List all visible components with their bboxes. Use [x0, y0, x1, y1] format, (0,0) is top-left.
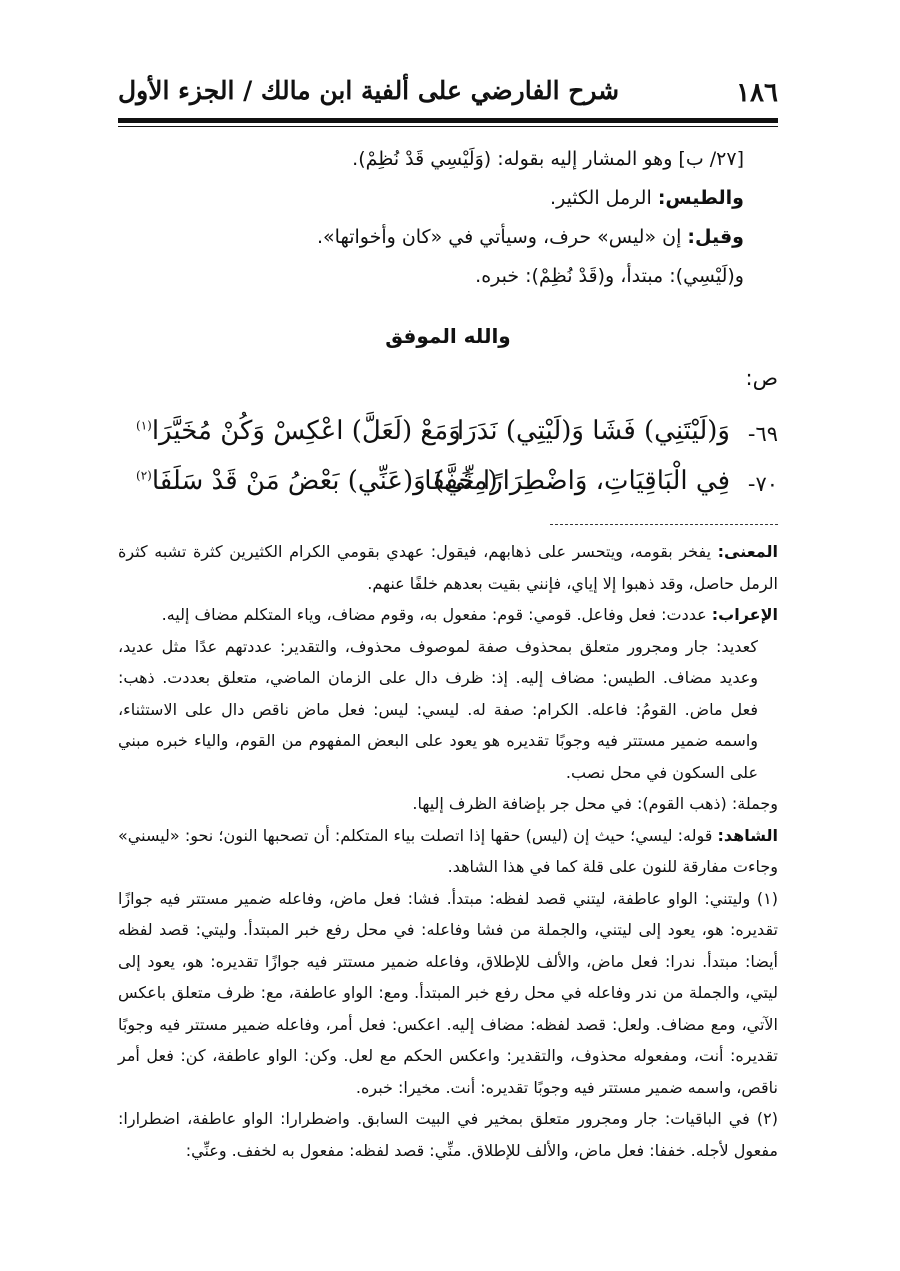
verse-first-hemistich: وَ(لَيْتَنِي) فَشَا وَ(لَيْتِي) نَدَرَا	[456, 416, 730, 446]
footnote-text: وليتني: الواو عاطفة، ليتني قصد لفظه: مبتدأ. فشا: فعل ماض، وفاعله ضمير مستتر فيه جوازًا تقديره: هو، يعود إلى ليتني، والجملة من فشا وفاعله: في محل رفع خبر المبتدأ. وليتي: قصد لفظه أيضا: مبتدأ. ندرا: فعل ماض، والألف للإطلاق، وفاعله ضمير مستتر فيه جوازًا تقديره: هو، يعود إلى ليتي، والجملة من ندر وفاعله في محل رفع خبر المبتدأ. ومع: الواو عاطفة، مع: ظرف متعلق باعكس الآتي، ومع مضاف. ولعل: قصد لفظه: مضاف إليه. اعكس: فعل أمر، وفاعله ضمير مستتر فيه وجوبًا تقديره: أنت، ومفعوله محذوف، والتقدير: واعكس الحكم مع لعل. وكن: الواو عاطفة، كن: فعل أمر ناقص، واسمه ضمير مستتر فيه وجوبًا تقديره: أنت. مخيرا: خبره.	[118, 888, 778, 1097]
header-rule-thin	[118, 126, 778, 127]
term-label: والطيس:	[657, 187, 744, 209]
footnote-marker: (١)	[136, 418, 152, 433]
note-paragraph: كعديد: جار ومجرور متعلق بمحذوف صفة لموصوف محذوف، والتقدير: عددتهم عدًا مثل عديد، وعديد مضاف. الطيس: مضاف إليه. إذ: ظرف دال على الزمان الماضي، متعلق بعددت. ذهب: فعل ماض. القومُ: فاعله. الكرام: صفة له. ليسي: ليس: فعل ماض ناقص دال على الاستثناء، واسمه ضمير مستتر فيه وجوبًا تقديره هو يعود على البعض المفهوم من القوم، والياء خبره مبني على السكون في محل نصب.	[118, 636, 758, 782]
note-label: الشاهد:	[717, 825, 779, 845]
verse-line	[118, 466, 778, 512]
footnote-number: (٢)	[756, 1109, 778, 1128]
text-line	[118, 179, 778, 218]
term-text: الرمل الكثير.	[550, 187, 652, 209]
note-text: يفخر بقومه، ويتحسر على ذهابهم، فيقول: عهدي بقومي الكرام الكثيرين كثرة تشبه كثرة الرمل حاصل، وقد ذهبوا إلا إياي، فإنني بقيت بعدهم خلفًا عنهم.	[118, 542, 778, 593]
note-paragraph	[118, 599, 778, 631]
footnote-marker: (٢)	[136, 468, 152, 483]
text-line	[118, 218, 778, 257]
note-text: قوله: ليسي؛ حيث إن (ليس) حقها إذا اتصلت بياء المتكلم: أن تصحبها النون؛ نحو: «ليسني» وجاءت مفارقة للنون على قلة كما في هذا الشاهد.	[118, 825, 778, 876]
verse-second-hemistich	[136, 466, 498, 496]
main-text	[118, 140, 778, 296]
note-label: الإعراب:	[711, 605, 778, 624]
hemistich-text: وَمَعْ (لَعَلَّ) اعْكِسْ وَكُنْ مُخَيَّرَا	[151, 416, 461, 446]
page-number: ١٨٦	[736, 78, 778, 108]
page-header	[118, 70, 778, 112]
term-text: إن «ليس» حرف، وسيأتي في «كان وأخواتها».	[316, 226, 682, 248]
note-paragraph	[118, 820, 778, 883]
note-label: المعنى:	[717, 542, 778, 561]
note-paragraph: وجملة: (ذهب القوم): في محل جر بإضافة الظرف إليها.	[412, 794, 778, 813]
footnote-separator	[550, 524, 778, 525]
verse-line	[118, 416, 778, 462]
hemistich-text: (مِنِّي) وَ(عَنِّي) بَعْضُ مَنْ قَدْ سَلَفَا	[151, 466, 498, 496]
sad-label: ص:	[745, 366, 778, 390]
note-text: عددت: فعل وفاعل. قومي: قوم: مفعول به، وقوم مضاف، وياء المتكلم مضاف إليه.	[161, 605, 707, 624]
term-label: وقيل:	[687, 226, 744, 248]
header-rule-thick	[118, 118, 778, 123]
text-line: [٢٧/ ب] وهو المشار إليه بقوله: (وَلَيْسِي قَدْ نُظِمْ).	[352, 148, 744, 170]
note-paragraph	[118, 536, 778, 599]
footnote-1	[118, 883, 778, 1104]
verse-number: ٧٠-	[747, 472, 778, 496]
verse-number: ٦٩-	[747, 422, 778, 446]
verse-first-hemistich: فِي الْبَاقِيَاتِ، وَاضْطِرَارًا خَفَّفَا	[424, 466, 730, 496]
footnote-2	[118, 1103, 778, 1166]
footnotes	[118, 536, 778, 1166]
footnote-number: (١)	[756, 888, 779, 908]
running-title: شرح الفارضي على ألفية ابن مالك / الجزء الأول	[118, 76, 620, 105]
footnote-text: في الباقيات: جار ومجرور متعلق بمخير في البيت السابق. واضطرارا: الواو عاطفة، اضطرارا: مفعول لأجله. خففا: فعل ماض، والألف للإطلاق. منِّي: قصد لفظه: مفعول به لخفف. وعنِّي:	[118, 1109, 778, 1160]
verse-second-hemistich	[136, 416, 461, 446]
text-line: و(لَيْسِي): مبتدأ، و(قَدْ نُظِمْ): خبره.	[475, 265, 744, 287]
closing-phrase: والله الموفق	[385, 324, 511, 348]
